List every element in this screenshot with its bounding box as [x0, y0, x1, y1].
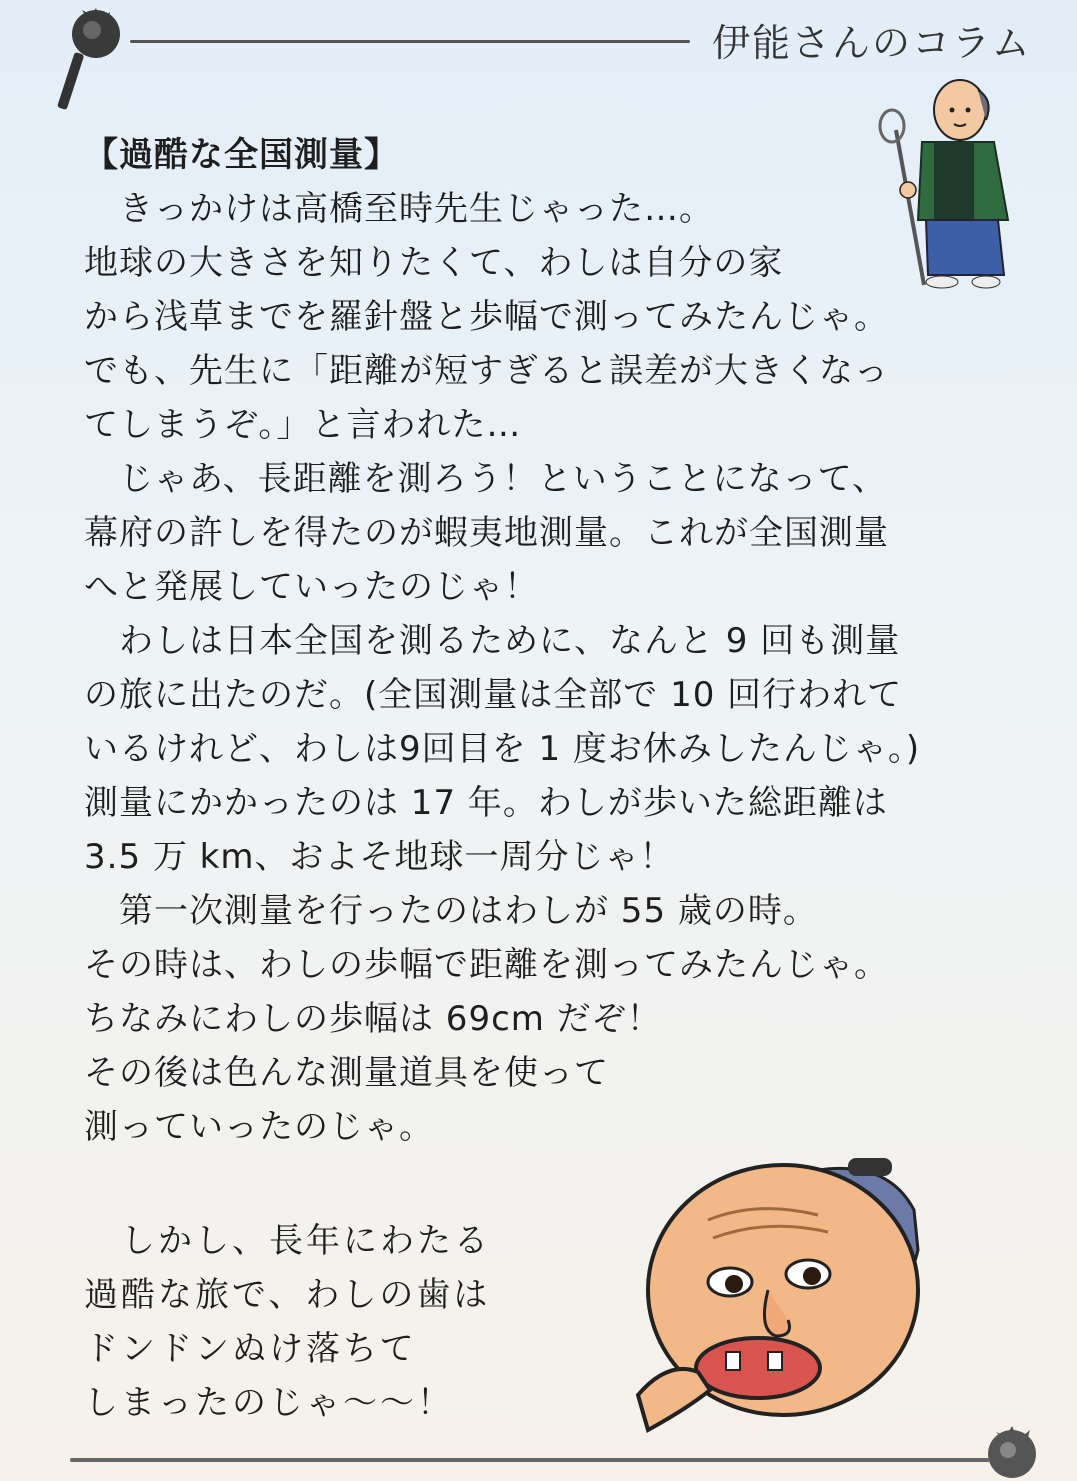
text-line: いるけれど、わしは9回目を 1 度お休みしたんじゃ。) — [84, 729, 921, 769]
text-line: 幕府の許しを得たのが蝦夷地測量。これが全国測量 — [84, 513, 889, 553]
text-line: でも、先生に「距離が短すぎると誤差が大きくなっ — [84, 351, 889, 391]
column-heading: 【過酷な全国測量】 — [84, 135, 399, 175]
footer-rule — [70, 1458, 990, 1462]
text-line: その後は色んな測量道具を使って — [84, 1053, 609, 1093]
text-line: 第一次測量を行ったのはわしが 55 歳の時。 — [84, 891, 818, 931]
ink-stamp-icon — [978, 1418, 1048, 1481]
text-line: きっかけは高橋至時先生じゃった…。 — [84, 189, 714, 229]
closing-paragraph — [84, 1214, 491, 1430]
text-line: 3.5 万 km、およそ地球一周分じゃ！ — [84, 837, 675, 877]
text-line: へと発展していったのじゃ！ — [84, 567, 539, 607]
text-line: の旅に出たのだ。(全国測量は全部で 10 回行われて — [84, 675, 903, 715]
text-line: 地球の大きさを知りたくて、わしは自分の家 — [84, 243, 784, 283]
text-line: ちなみにわしの歩幅は 69cm だぞ！ — [84, 999, 662, 1039]
text-line: 測っていったのじゃ。 — [84, 1107, 434, 1147]
text-line: てしまうぞ。」と言われた… — [84, 405, 522, 445]
header-rule — [130, 40, 690, 43]
text-line: しまったのじゃ〜〜！ — [84, 1383, 454, 1423]
column-body — [84, 128, 1024, 1154]
text-line: じゃあ、長距離を測ろう！ということになって、 — [84, 459, 887, 499]
text-line: 測量にかかったのは 17 年。わしが歩いた総距離は — [84, 783, 888, 823]
text-line: その時は、わしの歩幅で距離を測ってみたんじゃ。 — [84, 945, 889, 985]
text-line: 過酷な旅で、わしの歯は — [84, 1275, 491, 1315]
ink-stamp-icon — [52, 0, 132, 112]
page-title: 伊能さんのコラム — [712, 21, 1032, 65]
old-man-face-illustration — [618, 1140, 928, 1440]
text-line: わしは日本全国を測るために、なんと 9 回も測量 — [84, 621, 901, 661]
text-line: しかし、長年にわたる — [84, 1221, 491, 1261]
text-line: から浅草までを羅針盤と歩幅で測ってみたんじゃ。 — [84, 297, 889, 337]
text-line: ドンドンぬけ落ちて — [84, 1329, 417, 1369]
